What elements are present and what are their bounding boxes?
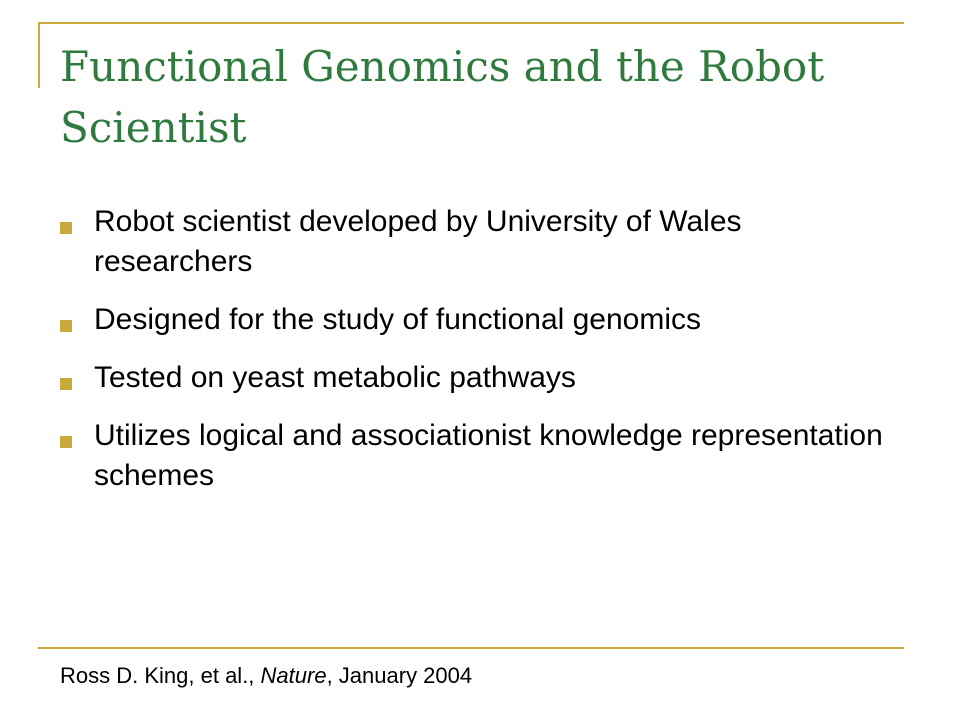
top-divider	[38, 22, 904, 24]
bullet-text: Robot scientist developed by University of Wales researchers	[94, 205, 742, 278]
slide-title: Functional Genomics and the Robot Scientist	[60, 42, 825, 152]
bullet-item	[60, 300, 900, 340]
bullet-item	[60, 416, 900, 496]
square-bullet-icon	[60, 222, 72, 234]
bullet-item	[60, 202, 900, 282]
citation	[60, 662, 472, 690]
citation-authors: Ross D. King, et al.,	[60, 663, 261, 688]
bottom-divider	[38, 647, 904, 649]
left-divider	[38, 22, 40, 88]
square-bullet-icon	[60, 378, 72, 390]
square-bullet-icon	[60, 320, 72, 332]
bullet-text: Designed for the study of functional genomics	[94, 303, 702, 336]
bullet-list	[60, 202, 900, 496]
bullet-text: Tested on yeast metabolic pathways	[94, 361, 576, 394]
bullet-text: Utilizes logical and associationist knowledge representation schemes	[94, 419, 883, 492]
bullet-item	[60, 358, 900, 398]
citation-journal: Nature	[260, 663, 327, 688]
citation-date: , January 2004	[326, 663, 473, 688]
square-bullet-icon	[60, 436, 72, 448]
